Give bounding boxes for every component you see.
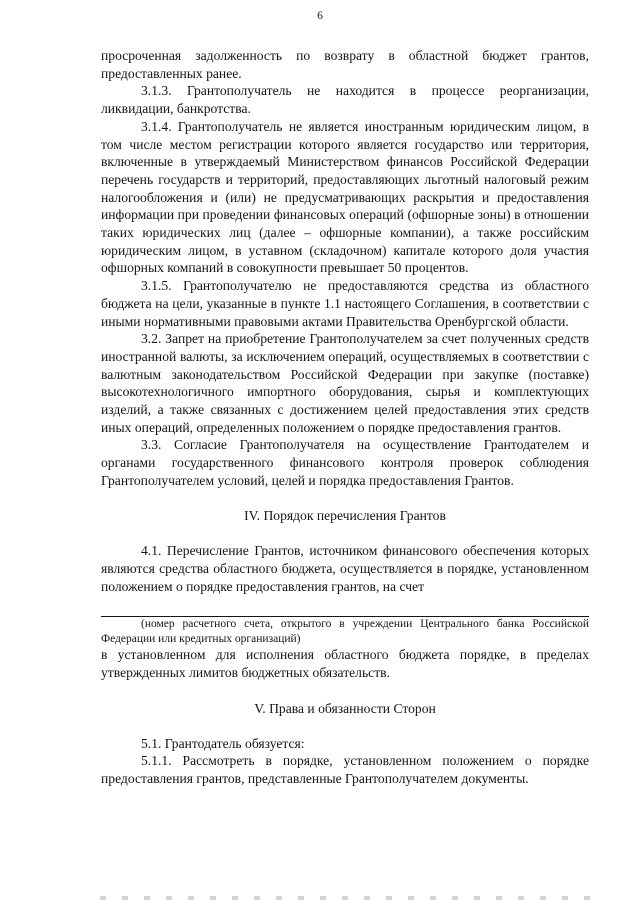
paragraph-4-1-continuation: в установленном для исполнения областного бюджета порядке, в пределах утвержденных лимитов бюджетных обязательств. [101, 647, 589, 681]
paragraph-5-1-1: 5.1.1. Рассмотреть в порядке, установленном положением о порядке предоставления грантов, представленные Грантополучателем документы. [101, 753, 589, 786]
paragraph-3-3: 3.3. Согласие Грантополучателя на осуществление Грантодателем и органами государственного финансового контроля проверок соблюдения Грантополучателем условий, целей и порядка предоставления Грантов. [101, 437, 589, 488]
paragraph-4-1: 4.1. Перечисление Грантов, источником финансового обеспечения которых являются средства областного бюджета, осуществляется в порядке, установленном положением о порядке предоставления грантов, на счет [101, 543, 589, 594]
paragraph-3-1-3: 3.1.3. Грантополучатель не находится в процессе реорганизации, ликвидации, банкротства. [101, 83, 589, 117]
paragraph-continuation: просроченная задолженность по возврату в областной бюджет грантов, предоставленных ранее. [101, 48, 589, 81]
paragraph-3-2: 3.2. Запрет на приобретение Грантополучателем за счет полученных средств иностранной валюты, за исключением операций, осуществляемых в соответствии с валютным законодательством Российской Федерации при закупке (поставке) высокотехнологичного импортного оборудования, сырья и комплектующих изделий, а также связанных с достижением целей предоставления этих средств иных операций, определенных положением о порядке предоставления грантов. [101, 331, 589, 435]
section-5-heading: V. Права и обязанности Сторон [254, 700, 436, 716]
paragraph-5-1: 5.1. Грантодатель обязуется: [141, 735, 305, 751]
document-body [101, 47, 589, 788]
paragraph-3-1-4: 3.1.4. Грантополучатель не является иностранным юридическим лицом, в том числе местом регистрации которого является государство или территория, включенные в утверждаемый Министерством финансов Российской Федерации перечень государств и территорий, предоставляющих льготный налоговый режим налогообложения и (или) не предусматривающих раскрытия и предоставления информации при проведении финансовых операций (офшорные зоны) в отношении таких юридических лиц (далее – офшорные компании), а также российским юридическим лицом, в уставном (складочном) капитале которого доля участия офшорных компаний в совокупности превышает 50 процентов. [101, 118, 589, 276]
account-number-caption: (номер расчетного счета, открытого в учреждении Центрального банка Российской Федерации или кредитных организаций) [101, 618, 589, 645]
page-bottom-artifact [100, 896, 590, 900]
section-4-heading: IV. Порядок перечисления Грантов [244, 507, 446, 523]
page-number: 6 [317, 10, 323, 22]
paragraph-3-1-5: 3.1.5. Грантополучателю не предоставляются средства из областного бюджета на цели, указанные в пункте 1.1 настоящего Соглашения, в соответствии с иными нормативными правовыми актами Правительства Оренбургской области. [101, 278, 589, 329]
